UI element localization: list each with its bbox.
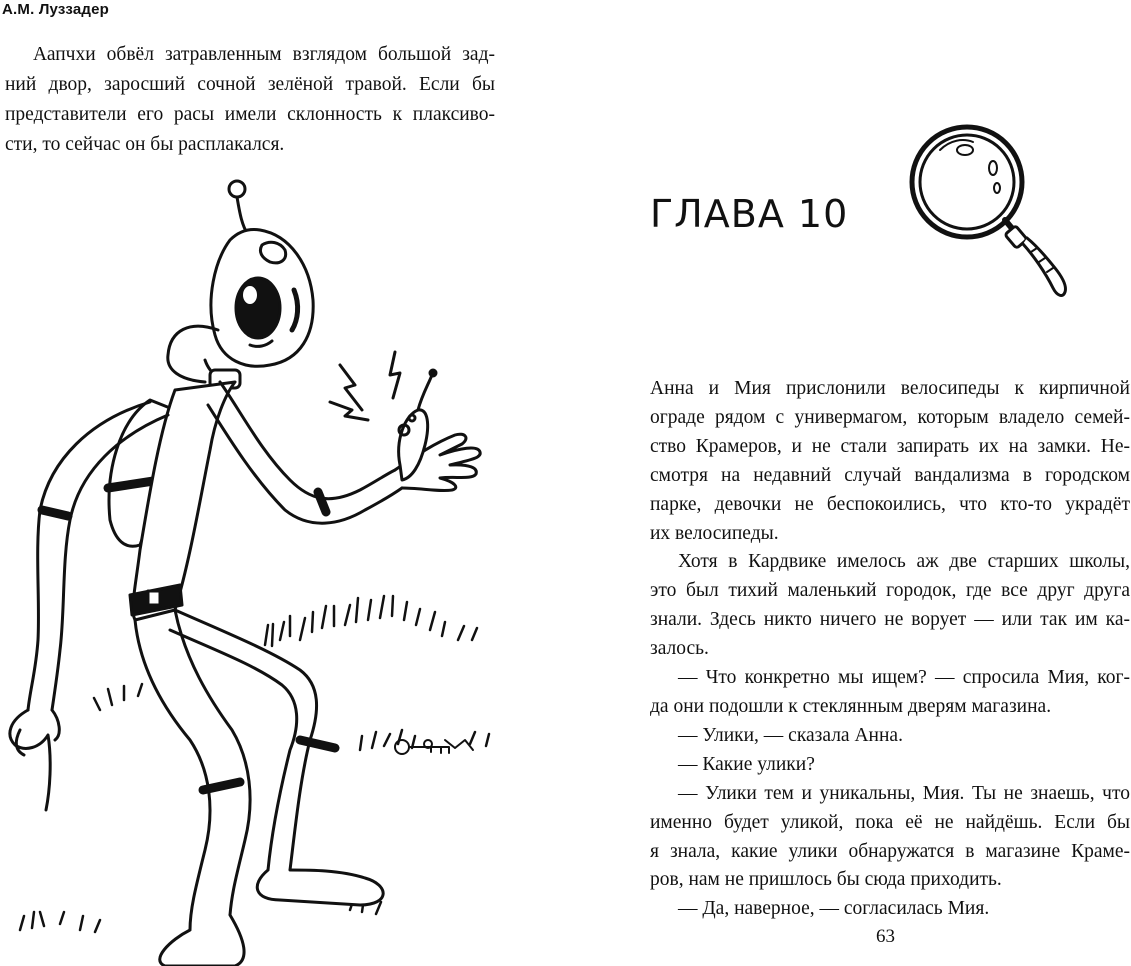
alien-illustration xyxy=(0,170,520,966)
text-line: смотря на недавний случай вандализма в городском xyxy=(650,464,1130,486)
page-number: 63 xyxy=(876,926,895,947)
key-drawing xyxy=(395,740,473,754)
chapter-title: ГЛАВА 10 xyxy=(650,192,849,236)
text-line: — Улики тем и уникальны, Мия. Ты не знаешь, что xyxy=(678,782,1130,804)
text-line: ограде рядом с универмагом, которым владело семей- xyxy=(650,406,1130,428)
text-line: именно будет уликой, пока её не найдёшь. Если бы xyxy=(650,811,1130,833)
alien-legs xyxy=(135,610,383,966)
text-line: — Что конкретно мы ищем? — спросила Мия, ког- xyxy=(678,667,1130,689)
text-line: — Какие улики? xyxy=(678,753,815,775)
left-paragraph xyxy=(5,40,495,160)
alien-antenna xyxy=(229,181,248,235)
magnifying-glass-icon xyxy=(905,120,1080,310)
text-line: сти, то сейчас он бы расплакался. xyxy=(5,134,285,155)
paragraph-7 xyxy=(650,895,1130,924)
running-head: А.М. Луззадер xyxy=(2,1,109,18)
text-line: Анна и Мия прислонили велосипеды к кирпичной xyxy=(650,378,1130,399)
text-line: залось. xyxy=(650,638,709,660)
paragraph-5 xyxy=(650,751,1130,780)
text-line: ний двор, заросший сочной зелёной травой. Если бы xyxy=(5,74,495,95)
paragraph-4 xyxy=(650,722,1130,751)
paragraph-1 xyxy=(650,375,1130,548)
chapter-body xyxy=(650,375,1130,924)
text-line: я знала, какие улики обнаружатся в магазине Краме- xyxy=(650,840,1130,862)
alien-suit xyxy=(108,326,240,620)
text-line: Хотя в Кардвике имелось аж две старших школы, xyxy=(678,551,1130,573)
text-line: да они подошли к стеклянным дверям магазина. xyxy=(650,695,1052,717)
text-line: Аапчхи обвёл затравленным взглядом большой зад- xyxy=(33,44,495,65)
paragraph-6 xyxy=(650,780,1130,896)
text-line: представители его расы имели склонность к плаксиво- xyxy=(5,104,495,125)
alien-head xyxy=(211,229,313,366)
text-line: — Да, наверное, — согласилась Мия. xyxy=(678,898,990,920)
alien-right-arm xyxy=(208,352,480,523)
text-line: — Улики, — сказала Анна. xyxy=(678,724,903,746)
text-line: знали. Здесь никто ничего не ворует — или так им ка- xyxy=(650,609,1130,631)
text-line: ство Крамеров, и не стали запирать их на замки. Не- xyxy=(650,435,1130,457)
paragraph-3 xyxy=(650,664,1130,722)
text-line: это был тихий маленький городок, где все друг друга xyxy=(650,580,1130,602)
text-line: парке, девочки не беспокоились, что кто-то украдёт xyxy=(650,493,1130,515)
text-line: ров, нам не пришлось бы сюда приходить. xyxy=(650,869,1002,891)
paragraph-2 xyxy=(650,548,1130,664)
text-line: их велосипеды. xyxy=(650,522,779,544)
